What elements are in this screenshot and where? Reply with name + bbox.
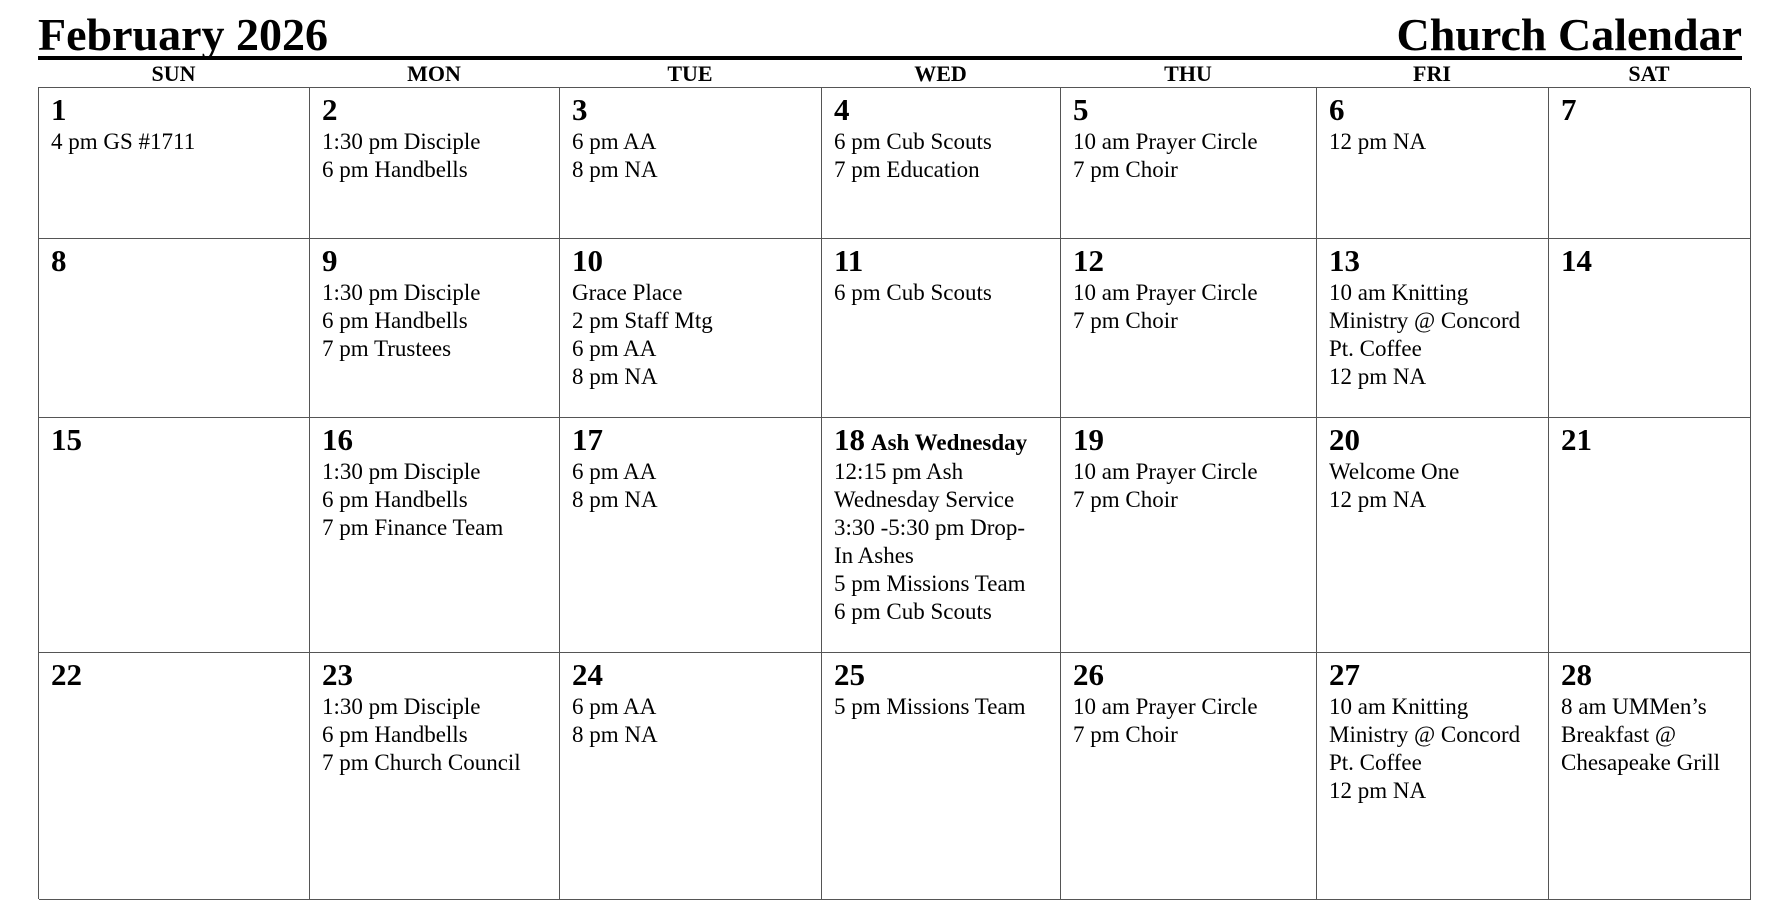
event-line: 7 pm Choir bbox=[1073, 157, 1178, 182]
day-number: 3 bbox=[572, 92, 588, 127]
month-title: February 2026 bbox=[38, 9, 329, 60]
event-line: 6 pm AA bbox=[572, 694, 657, 719]
day-cell[interactable] bbox=[822, 418, 1061, 653]
event-line: Ministry @ Concord bbox=[1329, 308, 1521, 333]
day-number: 27 bbox=[1329, 657, 1360, 692]
day-cell[interactable] bbox=[1317, 418, 1549, 653]
day-number: 5 bbox=[1073, 92, 1089, 127]
day-heading bbox=[572, 243, 813, 279]
calendar-grid bbox=[38, 87, 1750, 899]
event-line: 6 pm AA bbox=[572, 459, 657, 484]
event-line: 8 pm NA bbox=[572, 722, 658, 747]
event-line: 8 pm NA bbox=[572, 487, 658, 512]
day-cell[interactable] bbox=[39, 653, 310, 900]
day-heading bbox=[51, 657, 301, 693]
day-heading bbox=[1561, 657, 1742, 693]
day-cell[interactable] bbox=[1061, 653, 1317, 900]
day-cell[interactable] bbox=[822, 239, 1061, 418]
event-line: 7 pm Church Council bbox=[322, 750, 521, 775]
day-cell[interactable] bbox=[310, 653, 560, 900]
event-line: Pt. Coffee bbox=[1329, 750, 1422, 775]
event-line: 6 pm Handbells bbox=[322, 308, 468, 333]
day-heading bbox=[1561, 422, 1742, 458]
event-line: 12 pm NA bbox=[1329, 364, 1427, 389]
day-number: 26 bbox=[1073, 657, 1104, 692]
day-heading bbox=[834, 657, 1052, 693]
day-heading bbox=[1073, 243, 1308, 279]
event-line: 10 am Prayer Circle bbox=[1073, 280, 1258, 305]
event-line: 7 pm Choir bbox=[1073, 308, 1178, 333]
day-cell[interactable] bbox=[1061, 239, 1317, 418]
weekday-label: WED bbox=[914, 61, 967, 86]
day-number: 28 bbox=[1561, 657, 1592, 692]
event-line: 10 am Prayer Circle bbox=[1073, 129, 1258, 154]
event-line: Pt. Coffee bbox=[1329, 336, 1422, 361]
event-line: 5 pm Missions Team bbox=[834, 694, 1026, 719]
day-cell[interactable] bbox=[310, 88, 560, 239]
day-heading bbox=[572, 92, 813, 128]
day-number: 23 bbox=[322, 657, 353, 692]
day-heading bbox=[1073, 422, 1308, 458]
day-cell[interactable] bbox=[39, 88, 310, 239]
day-heading bbox=[1329, 657, 1540, 693]
day-heading bbox=[834, 422, 1052, 458]
day-heading bbox=[1329, 92, 1540, 128]
weekday-header-row bbox=[38, 62, 1750, 86]
event-line: In Ashes bbox=[834, 543, 914, 568]
day-heading bbox=[51, 422, 301, 458]
day-heading bbox=[1561, 92, 1742, 128]
day-number: 19 bbox=[1073, 422, 1104, 457]
day-cell[interactable] bbox=[310, 239, 560, 418]
day-heading bbox=[1073, 657, 1308, 693]
event-line: 1:30 pm Disciple bbox=[322, 280, 481, 305]
day-number: 13 bbox=[1329, 243, 1360, 278]
event-line: 1:30 pm Disciple bbox=[322, 459, 481, 484]
weekday-label: TUE bbox=[667, 61, 713, 86]
event-line: 12 pm NA bbox=[1329, 129, 1427, 154]
event-line: 6 pm Cub Scouts bbox=[834, 129, 992, 154]
event-line: 5 pm Missions Team bbox=[834, 571, 1026, 596]
weekday-label: SAT bbox=[1628, 61, 1670, 86]
event-line: 8 am UMMen’s bbox=[1561, 694, 1707, 719]
event-line: 12 pm NA bbox=[1329, 778, 1427, 803]
event-line: 8 pm NA bbox=[572, 364, 658, 389]
event-line: 2 pm Staff Mtg bbox=[572, 308, 713, 333]
day-cell[interactable] bbox=[1061, 418, 1317, 653]
day-heading bbox=[51, 243, 301, 279]
event-line: 10 am Knitting bbox=[1329, 280, 1469, 305]
day-cell[interactable] bbox=[39, 239, 310, 418]
day-cell[interactable] bbox=[310, 418, 560, 653]
day-heading bbox=[322, 243, 551, 279]
day-number: 11 bbox=[834, 243, 864, 278]
day-number: 6 bbox=[1329, 92, 1345, 127]
calendar-header bbox=[38, 8, 1742, 60]
event-line: 3:30 -5:30 pm Drop- bbox=[834, 515, 1026, 540]
day-number: 9 bbox=[322, 243, 338, 278]
event-line: Chesapeake Grill bbox=[1561, 750, 1721, 775]
day-number: 8 bbox=[51, 243, 67, 278]
event-line: Breakfast @ bbox=[1561, 722, 1677, 747]
day-number: 18 bbox=[834, 422, 865, 457]
weekday-label: MON bbox=[407, 61, 461, 86]
day-heading bbox=[1073, 92, 1308, 128]
event-line: 6 pm AA bbox=[572, 336, 657, 361]
day-number: 25 bbox=[834, 657, 865, 692]
event-line: 7 pm Choir bbox=[1073, 487, 1178, 512]
day-number: 22 bbox=[51, 657, 82, 692]
event-line: 4 pm GS #1711 bbox=[51, 129, 196, 154]
event-line: Wednesday Service bbox=[834, 487, 1015, 512]
day-number: 7 bbox=[1561, 92, 1577, 127]
day-cell[interactable] bbox=[1549, 418, 1751, 653]
event-line: 6 pm Handbells bbox=[322, 487, 468, 512]
day-heading bbox=[322, 657, 551, 693]
event-line: 7 pm Finance Team bbox=[322, 515, 504, 540]
day-cell[interactable] bbox=[1317, 653, 1549, 900]
event-line: 7 pm Trustees bbox=[322, 336, 452, 361]
day-cell[interactable] bbox=[1317, 88, 1549, 239]
day-cell[interactable] bbox=[560, 239, 822, 418]
day-heading bbox=[1329, 243, 1540, 279]
day-number: 1 bbox=[51, 92, 67, 127]
event-line: 12 pm NA bbox=[1329, 487, 1427, 512]
event-line: 6 pm Cub Scouts bbox=[834, 280, 992, 305]
event-line: 6 pm Handbells bbox=[322, 722, 468, 747]
day-cell[interactable] bbox=[1061, 88, 1317, 239]
day-heading bbox=[572, 657, 813, 693]
day-number: 15 bbox=[51, 422, 82, 457]
day-heading bbox=[1561, 243, 1742, 279]
day-heading bbox=[322, 422, 551, 458]
event-line: 10 am Prayer Circle bbox=[1073, 694, 1258, 719]
weekday-label: FRI bbox=[1413, 61, 1451, 86]
day-number: 16 bbox=[322, 422, 353, 457]
day-number: 10 bbox=[572, 243, 603, 278]
event-line: 1:30 pm Disciple bbox=[322, 129, 481, 154]
day-heading bbox=[834, 92, 1052, 128]
day-cell[interactable] bbox=[1549, 239, 1751, 418]
day-observance: Ash Wednesday bbox=[871, 430, 1028, 455]
day-number: 21 bbox=[1561, 422, 1592, 457]
day-heading bbox=[572, 422, 813, 458]
day-cell[interactable] bbox=[39, 418, 310, 653]
weekday-label: THU bbox=[1164, 61, 1212, 86]
event-line: 6 pm Handbells bbox=[322, 157, 468, 182]
event-line: 12:15 pm Ash bbox=[834, 459, 964, 484]
event-line: Welcome One bbox=[1329, 459, 1460, 484]
day-cell[interactable] bbox=[822, 88, 1061, 239]
day-heading bbox=[51, 92, 301, 128]
calendar-title: Church Calendar bbox=[1396, 9, 1742, 60]
event-line: 10 am Knitting bbox=[1329, 694, 1469, 719]
event-line: 6 pm Cub Scouts bbox=[834, 599, 992, 624]
day-number: 2 bbox=[322, 92, 338, 127]
day-heading bbox=[322, 92, 551, 128]
day-number: 12 bbox=[1073, 243, 1104, 278]
day-cell[interactable] bbox=[560, 653, 822, 900]
day-cell[interactable] bbox=[1549, 653, 1751, 900]
day-cell[interactable] bbox=[560, 88, 822, 239]
day-number: 17 bbox=[572, 422, 603, 457]
event-line: 10 am Prayer Circle bbox=[1073, 459, 1258, 484]
day-number: 4 bbox=[834, 92, 850, 127]
day-cell[interactable] bbox=[560, 418, 822, 653]
event-line: Grace Place bbox=[572, 280, 683, 305]
event-line: 7 pm Choir bbox=[1073, 722, 1178, 747]
weekday-label: SUN bbox=[151, 61, 196, 86]
event-line: Ministry @ Concord bbox=[1329, 722, 1521, 747]
day-cell[interactable] bbox=[1549, 88, 1751, 239]
day-heading bbox=[1329, 422, 1540, 458]
event-line: 6 pm AA bbox=[572, 129, 657, 154]
day-cell[interactable] bbox=[822, 653, 1061, 900]
event-line: 1:30 pm Disciple bbox=[322, 694, 481, 719]
day-number: 14 bbox=[1561, 243, 1592, 278]
day-number: 20 bbox=[1329, 422, 1360, 457]
day-heading bbox=[834, 243, 1052, 279]
day-cell[interactable] bbox=[1317, 239, 1549, 418]
event-line: 7 pm Education bbox=[834, 157, 980, 182]
day-number: 24 bbox=[572, 657, 603, 692]
event-line: 8 pm NA bbox=[572, 157, 658, 182]
